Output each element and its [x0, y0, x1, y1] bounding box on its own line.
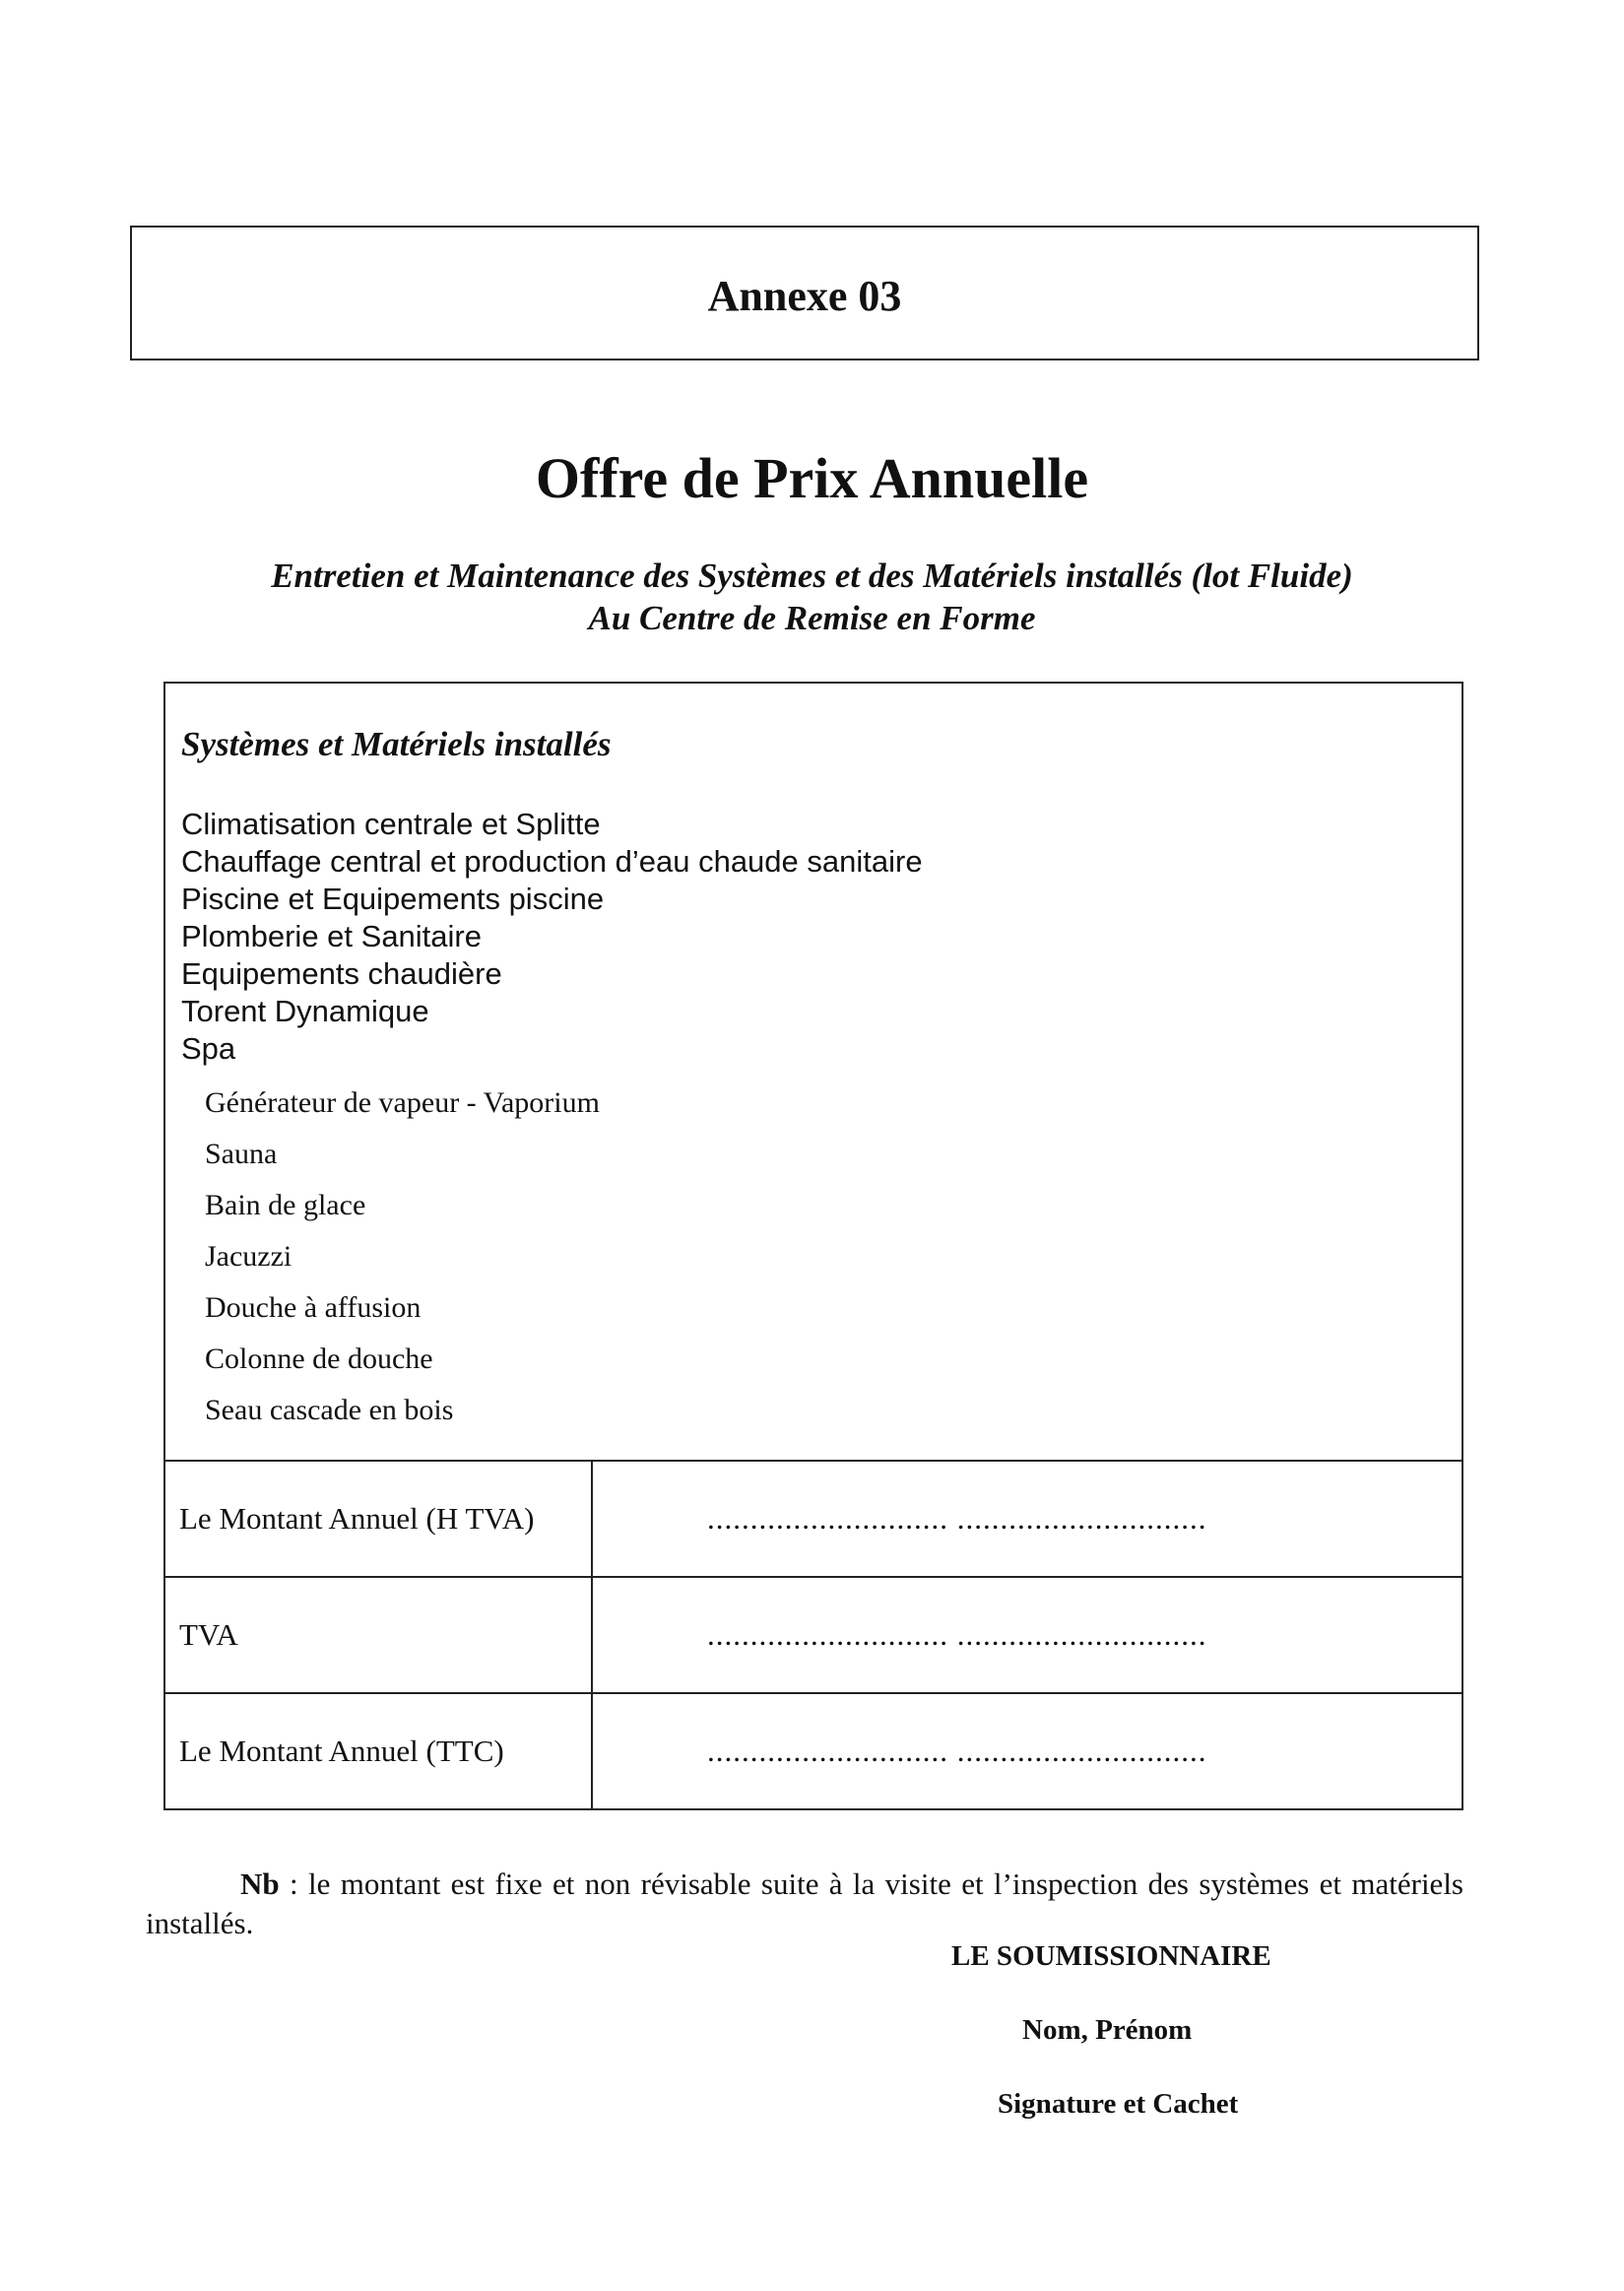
- list-item: Equipements chaudière: [181, 956, 502, 991]
- list-item: Climatisation centrale et Splitte: [181, 807, 601, 841]
- annexe-title: Annexe 03: [707, 272, 902, 320]
- signature-title: LE SOUMISSIONNAIRE: [951, 1940, 1271, 1972]
- amount-value-field[interactable]: ............................ .............................: [592, 1693, 1462, 1809]
- table-row: [164, 1693, 1462, 1809]
- note-prefix: Nb: [240, 1866, 280, 1901]
- list-item: Spa: [181, 1031, 236, 1066]
- list-item: Plomberie et Sanitaire: [181, 919, 482, 953]
- spa-list: [205, 1078, 600, 1436]
- signature-name-label: Nom, Prénom: [1022, 2014, 1193, 2046]
- subtitle-line-1: Entretien et Maintenance des Systèmes et des Matériels installés (lot Fluide): [271, 556, 1353, 595]
- systems-heading: Systèmes et Matériels installés: [181, 725, 612, 763]
- list-item: Seau cascade en bois: [205, 1394, 454, 1426]
- list-item: Douche à affusion: [205, 1291, 422, 1324]
- list-item: Piscine et Equipements piscine: [181, 882, 605, 916]
- page-title: Offre de Prix Annuelle: [535, 446, 1089, 510]
- subtitle-line-2: Au Centre de Remise en Forme: [588, 599, 1036, 637]
- systems-list: [181, 806, 923, 1068]
- list-item: Sauna: [205, 1138, 278, 1170]
- signature-stamp-label: Signature et Cachet: [998, 2088, 1239, 2120]
- amounts-table: [163, 1460, 1463, 1810]
- table-row: [164, 1461, 1462, 1577]
- amount-label: Le Montant Annuel (TTC): [164, 1693, 592, 1809]
- amount-label: Le Montant Annuel (H TVA): [164, 1461, 592, 1577]
- list-item: Générateur de vapeur - Vaporium: [205, 1086, 600, 1119]
- note-paragraph: [146, 1865, 1463, 1943]
- systems-box: [163, 682, 1463, 1462]
- list-item: Colonne de douche: [205, 1342, 433, 1375]
- amount-label: TVA: [164, 1577, 592, 1693]
- list-item: Bain de glace: [205, 1189, 366, 1221]
- table-row: [164, 1577, 1462, 1693]
- amount-value-field[interactable]: ............................ .............................: [592, 1577, 1462, 1693]
- list-item: Jacuzzi: [205, 1240, 292, 1273]
- note-text: : le montant est fixe et non révisable suite à la visite et l’inspection des systèmes et matériels installés.: [146, 1866, 1463, 1940]
- annexe-box: [130, 226, 1479, 360]
- list-item: Chauffage central et production d’eau chaude sanitaire: [181, 844, 923, 879]
- list-item: Torent Dynamique: [181, 994, 429, 1028]
- amount-value-field[interactable]: ............................ .............................: [592, 1461, 1462, 1577]
